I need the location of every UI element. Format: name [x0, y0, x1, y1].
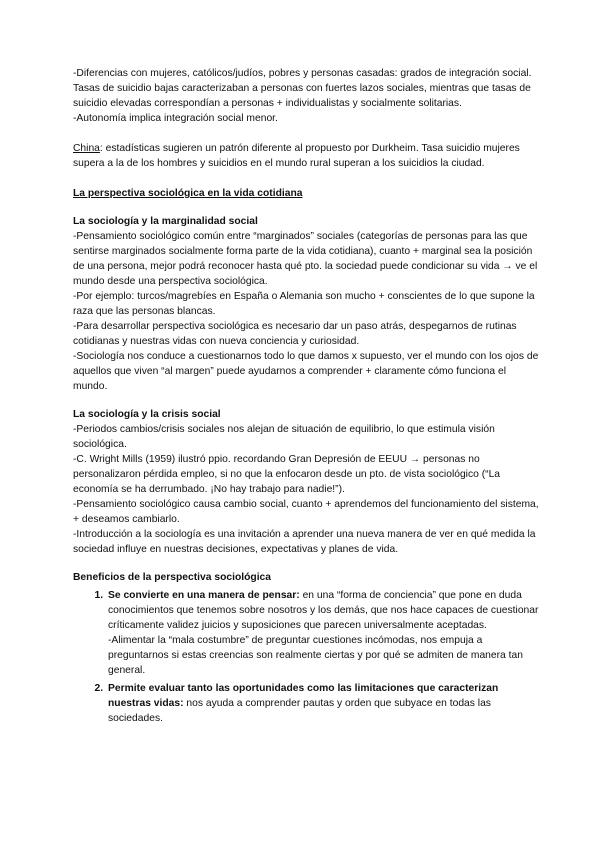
china-label: China — [73, 143, 100, 154]
list-item — [106, 681, 540, 726]
crisis-paragraph-3: -Pensamiento sociológico causa cambio social, cuanto + aprendemos del funcionamiento del sistema, + deseamos cambiarlo. — [73, 499, 539, 525]
marginalidad-paragraph-3: -Para desarrollar perspectiva sociológica es necesario dar un paso atrás, despegarnos de rutinas cotidianas y nuestras vidas con nueva conciencia y curiosidad. — [73, 321, 517, 347]
list-item-extra: -Alimentar la “mala costumbre” de preguntar cuestiones incómodas, nos empuja a preguntarnos si estas creencias son realmente ciertas y por qué se admiten de manera tan general. — [108, 635, 523, 676]
marginalidad-paragraph-4: -Sociología nos conduce a cuestionarnos todo lo que damos x supuesto, ver el mundo con los ojos de aquellos que viven “al margen” puede ayudarnos a comprender + claramente cómo funciona el mundo. — [73, 351, 539, 392]
list-item-bold: Se convierte en una manera de pensar: — [108, 590, 300, 601]
section-title: La perspectiva sociológica en la vida cotidiana — [73, 188, 303, 199]
beneficios-list — [73, 588, 540, 726]
crisis-title: La sociología y la crisis social — [73, 409, 221, 420]
list-item-text: nos ayuda a comprender pautas y orden que subyace en todas las sociedades. — [108, 698, 491, 724]
intro-paragraph-2: -Autonomía implica integración social menor. — [73, 113, 278, 124]
list-item — [106, 588, 540, 678]
crisis-paragraph-1: -Periodos cambios/crisis sociales nos alejan de situación de equilibrio, lo que estimula visión sociológica. — [73, 424, 495, 450]
crisis-paragraph-2: -C. Wright Mills (1959) ilustró ppio. recordando Gran Depresión de EEUU → personas no personalizaron pérdida empleo, si no que la enfocaron desde un pto. de vista sociológico (“La economía se ha derrumbado. ¡No hay trabajo para nadie!”). — [73, 454, 501, 495]
crisis-paragraph-4: -Introducción a la sociología es una invitación a aprender una nueva manera de ver en qué medida la sociedad influye en nuestras decisiones, expectativas y planes de vida. — [73, 529, 536, 555]
list-item-text: en una “forma de conciencia” que pone en duda conocimientos que tenemos sobre nosotros y los demás, que nos hace capaces de cuestionar críticamente validez juicios y suposiciones que parecen universalmente aceptadas. — [108, 590, 539, 631]
marginalidad-paragraph-1: -Pensamiento sociológico común entre “marginados” sociales (categorías de personas para las que sentirse marginados socialmente forma parte de la vida cotidiana), cuanto + marginal sea la posición de una persona, mejor podrá reconocer hasta qué pto. la sociedad puede condicionar su vida → ve el mundo desde una perspectiva sociológica. — [73, 231, 538, 287]
china-paragraph — [73, 141, 540, 171]
list-item-bold: Permite evaluar tanto las oportunidades como las limitaciones que caracterizan nuestras vidas: — [108, 683, 499, 709]
beneficios-title: Beneficios de la perspectiva sociológica — [73, 572, 272, 583]
marginalidad-title: La sociología y la marginalidad social — [73, 216, 258, 227]
marginalidad-paragraph-2: -Por ejemplo: turcos/magrebíes en España o Alemania son mucho + conscientes de lo que supone la raza que las personas blancas. — [73, 291, 535, 317]
china-text: : estadísticas sugieren un patrón diferente al propuesto por Durkheim. Tasa suicidio mujeres supera a la de los hombres y suicidios en el mundo rural superan a los suicidios la ciudad. — [73, 143, 520, 169]
intro-paragraph-1: -Diferencias con mujeres, católicos/judíos, pobres y personas casadas: grados de integración social. Tasas de suicidio bajas caracterizaban a personas con fuertes lazos sociales, mientras que tasas de suicidio elevadas correspondían a personas + individualistas y socialmente solitarias. — [73, 68, 532, 109]
